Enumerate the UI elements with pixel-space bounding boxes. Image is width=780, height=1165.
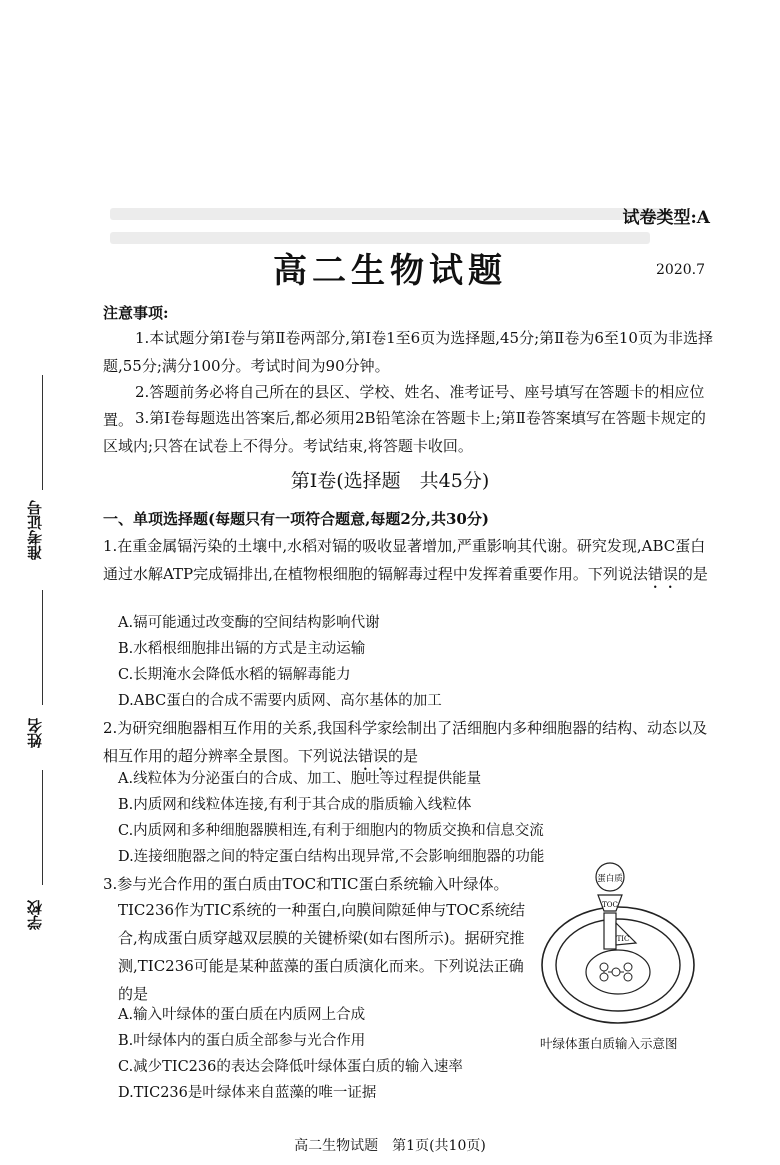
q3-option-c: C.减少TIC236的表达会降低叶绿体蛋白质的输入速率 (118, 1059, 463, 1075)
protein-label: 蛋白质 (597, 874, 623, 884)
note-item: 3.第Ⅰ卷每题选出答案后,都必须用2B铅笔涂在答题卡上;第Ⅱ卷答案填写在答题卡规定的区域内;只答在试卷上不得分。考试结束,将答题卡收回。 (103, 409, 706, 455)
q2-option-c: C.内质网和多种细胞器膜相连,有利于细胞内的物质交换和信息交流 (118, 823, 544, 839)
toc-label: TOC (602, 901, 618, 909)
side-line (42, 590, 43, 705)
figure-caption: 叶绿体蛋白质输入示意图 (540, 1036, 678, 1051)
q3-option-d: D.TIC236是叶绿体来自蓝藻的唯一证据 (118, 1085, 377, 1101)
q2-option-a: A.线粒体为分泌蛋白的合成、加工、胞吐等过程提供能量 (118, 771, 482, 787)
protein-bead (600, 963, 608, 971)
question-3-stem-rest: TIC236作为TIC系统的一种蛋白,向膜间隙延伸与TOC系统结合,构成蛋白质穿越双层膜的关键桥梁(如右图所示)。据研究推测,TIC236可能是某种蓝藻的蛋白质演化而来。下列说法正确的是 (118, 901, 525, 1003)
stroma-ellipse (586, 950, 650, 994)
bleed-through (110, 208, 670, 220)
side-line (42, 770, 43, 885)
question-1-stem: 1.在重金属镉污染的土壤中,水稻对镉的吸收显著增加,严重影响其代谢。研究发现,ABC蛋白通过水解ATP完成镉排出,在植物根细胞的镉解毒过程中发挥着重要作用。下列说法错误的是 (103, 537, 708, 583)
note-item: 2.答题前务必将自己所在的县区、学校、姓名、准考证号、座号填写在答题卡的相应位置。 (103, 383, 705, 429)
tic-label: TIC (616, 935, 630, 943)
q1-option-b: B.水稻根细胞排出镉的方式是主动运输 (118, 641, 366, 657)
q1-option-a: A.镉可能通过改变酶的空间结构影响代谢 (118, 615, 380, 631)
q3-option-a: A.输入叶绿体的蛋白质在内质网上合成 (118, 1007, 366, 1023)
emphasis-text: 错误 (647, 565, 678, 583)
chloroplast-import-diagram (540, 855, 700, 1030)
protein-bead (624, 973, 632, 981)
emphasis-text: 错误 (358, 747, 389, 765)
part-heading: 一、单项选择题(每题只有一项符合题意,每题2分,共30分) (103, 510, 489, 528)
notes-heading: 注意事项: (103, 304, 169, 322)
side-label-school: 学校 (26, 900, 44, 930)
question-2-stem: 2.为研究细胞器相互作用的关系,我国科学家绘制出了活细胞内多种细胞器的结构、动态以及相互作用的超分辨率全景图。下列说法错误的是 (103, 719, 708, 765)
question-3-stem-line1: 3.参与光合作用的蛋白质由TOC和TIC蛋白系统输入叶绿体。 (103, 875, 509, 893)
exam-date: 2020.7 (656, 262, 705, 278)
side-label-name: 姓名 (26, 718, 44, 748)
tic236-bridge (604, 913, 616, 949)
q2-option-d: D.连接细胞器之间的特定蛋白结构出现异常,不会影响细胞器的功能 (118, 849, 545, 865)
q1-option-c: C.长期淹水会降低水稻的镉解毒能力 (118, 667, 351, 683)
page-footer: 高二生物试题 第1页(共10页) (294, 1138, 486, 1154)
protein-bead (612, 968, 620, 976)
protein-bead (600, 973, 608, 981)
paper-type: 试卷类型:A (622, 208, 710, 228)
q2-option-b: B.内质网和线粒体连接,有利于其合成的脂质输入线粒体 (118, 797, 472, 813)
protein-bead (624, 963, 632, 971)
section-title: 第Ⅰ卷(选择题 共45分) (290, 470, 490, 492)
q1-option-d: D.ABC蛋白的合成不需要内质网、高尔基体的加工 (118, 693, 442, 709)
side-label-admission: 准考证号 (26, 500, 44, 560)
note-item: 1.本试题分第Ⅰ卷与第Ⅱ卷两部分,第Ⅰ卷1至6页为选择题,45分;第Ⅱ卷为6至10页为非选择题,55分;满分100分。考试时间为90分钟。 (103, 329, 713, 375)
page-title: 高二生物试题 (273, 251, 507, 291)
q3-option-b: B.叶绿体内的蛋白质全部参与光合作用 (118, 1033, 366, 1049)
